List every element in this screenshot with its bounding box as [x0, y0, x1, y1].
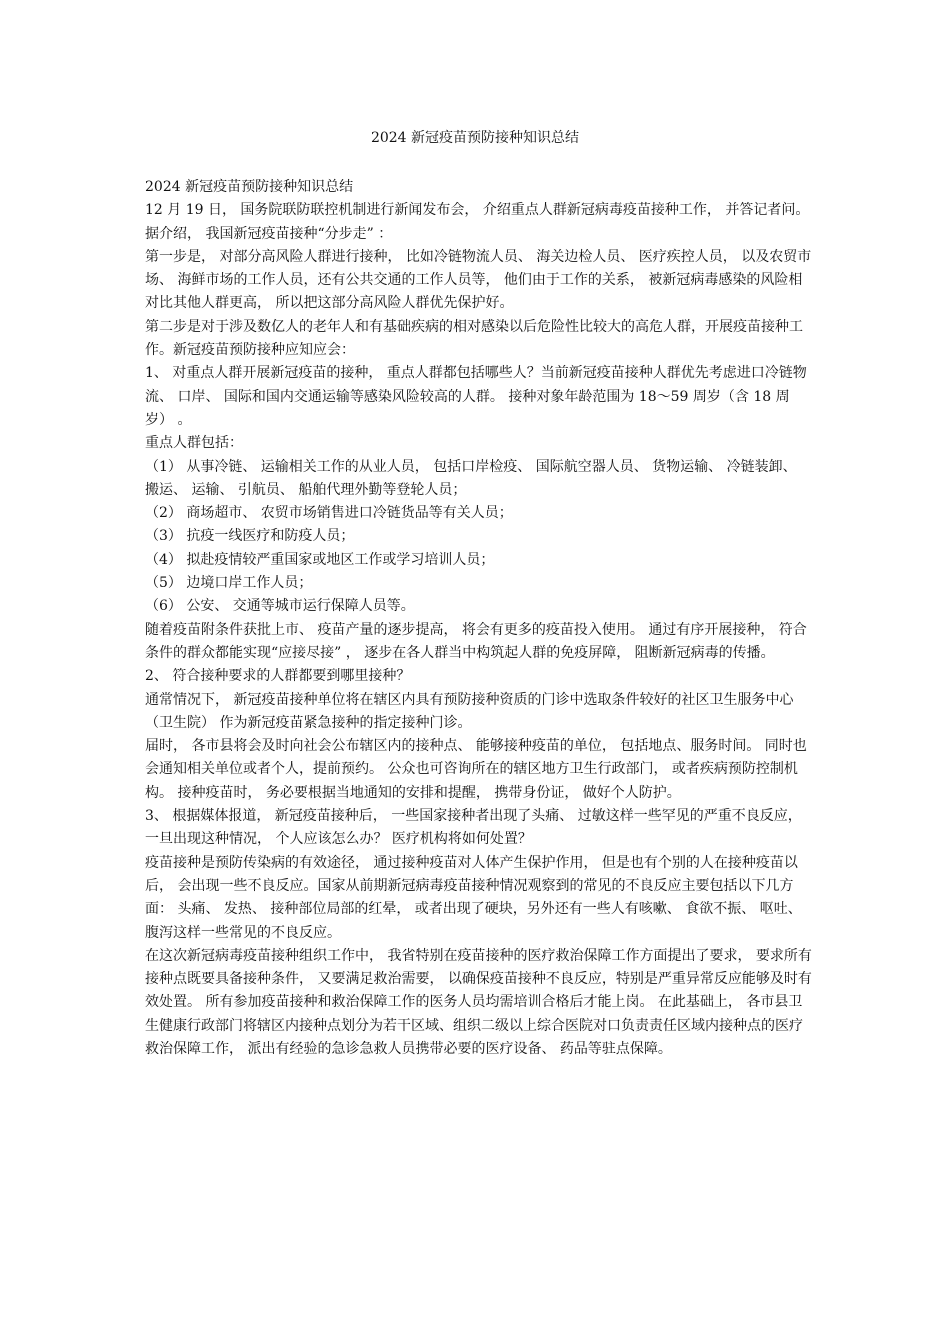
page-title: 2024 新冠疫苗预防接种知识总结	[370, 130, 580, 146]
paragraph-adverse-reactions: 疫苗接种是预防传染病的有效途径， 通过接种疫苗对人体产生保护作用， 但是也有个别的人在接种疫苗以后， 会出现一些不良反应。国家从前期新冠病毒疫苗接种情况观察到的常见的不良反应主要包括以下几方面： 头痛、 发热、 接种部位局部的红晕， 或者出现了硬块，另外还有一些人有咳嗽、 食欲不振、 呕吐、 腹泻这样一些常见的不良反应。	[145, 854, 802, 941]
paragraph-appointment: 届时， 各市县将会及时向社会公布辖区内的接种点、 能够接种疫苗的单位， 包括地点、服务时间。 同时也会通知相关单位或者个人，提前预约。 公众也可咨询所在的辖区地方卫生行政部门， 或者疾病预防控制机构。 接种疫苗时， 务必要根据当地通知的安排和提醒， 携带身份证， 做好个人防护。	[145, 738, 807, 801]
list-item-group-6: （6） 公安、 交通等城市运行保障人员等。	[145, 598, 415, 615]
paragraph-vaccination-sites: 通常情况下， 新冠疫苗接种单位将在辖区内具有预防接种资质的门诊中选取条件较好的社区卫生服务中心（卫生院） 作为新冠疫苗紧急接种的指定接种门诊。	[145, 691, 794, 731]
document-subtitle: 2024 新冠疫苗预防接种知识总结	[145, 179, 354, 195]
paragraph-key-groups: 重点人群包括：	[145, 435, 243, 452]
paragraph-vaccine-supply: 随着疫苗附条件获批上市、 疫苗产量的逐步提高， 将会有更多的疫苗投入使用。 通过有序开展接种， 符合条件的群众都能实现“应接尽接” ， 逐步在各人群当中构筑起人群的免疫屏障， 阻断新冠病毒的传播。	[145, 621, 807, 661]
list-item-group-1: （1） 从事冷链、 运输相关工作的从业人员， 包括口岸检疫、 国际航空器人员、 货物运输、 冷链装卸、 搬运、 运输、 引航员、 船舶代理外勤等登轮人员；	[145, 458, 797, 498]
list-item-group-5: （5） 边境口岸工作人员；	[145, 575, 313, 592]
paragraph-step-one: 第一步是， 对部分高风险人群进行接种， 比如冷链物流人员、 海关边检人员、 医疗疾控人员， 以及农贸市场、 海鲜市场的工作人员，还有公共交通的工作人员等， 他们由于工作的关系， 被新冠病毒感染的风险相对比其他人群更高， 所以把这部分高风险人群优先保护好。	[145, 248, 812, 312]
paragraph-question-3: 3、 根据媒体报道， 新冠疫苗接种后， 一些国家接种者出现了头痛、 过敏这样一些罕见的严重不良反应， 一旦出现这种情况， 个人应该怎么办？ 医疗机构将如何处置？	[145, 808, 802, 848]
paragraph-intro: 12 月 19 日， 国务院联防联控机制进行新闻发布会， 介绍重点人群新冠病毒疫苗接种工作， 并答记者问。	[145, 202, 810, 219]
paragraph-steps-intro: 据介绍， 我国新冠疫苗接种“分步走” ：	[145, 225, 393, 242]
document-body	[145, 176, 815, 1061]
list-item-group-2: （2） 商场超市、 农贸市场销售进口冷链货品等有关人员；	[145, 505, 513, 522]
paragraph-question-1: 1、 对重点人群开展新冠疫苗的接种， 重点人群都包括哪些人？当前新冠疫苗接种人群优先考虑进口冷链物流、 口岸、 国际和国内交通运输等感染风险较高的人群。 接种对象年龄范围为 18～59 周岁（含 18 周岁） 。	[145, 365, 807, 428]
list-item-group-3: （3） 抗疫一线医疗和防疫人员；	[145, 528, 355, 545]
list-item-group-4: （4） 拟赴疫情较严重国家或地区工作或学习培训人员；	[145, 551, 495, 568]
paragraph-medical-support: 在这次新冠病毒疫苗接种组织工作中， 我省特别在疫苗接种的医疗救治保障工作方面提出了要求， 要求所有接种点既要具备接种条件， 又要满足救治需要， 以确保疫苗接种不良反应，特别是严重异常反应能够及时有效处置。 所有参加疫苗接种和救治保障工作的医务人员均需培训合格后才能上岗。 在此基础上， 各市县卫生健康行政部门将辖区内接种点划分为若干区域、组织二级以上综合医院对口负责责任区域内接种点的医疗救治保障工作， 派出有经验的急诊急救人员携带必要的医疗设备、 药品等驻点保障。	[145, 947, 812, 1057]
paragraph-step-two: 第二步是对于涉及数亿人的老年人和有基础疾病的相对感染以后危险性比较大的高危人群，开展疫苗接种工作。新冠疫苗预防接种应知应会：	[145, 318, 803, 359]
paragraph-question-2: 2、 符合接种要求的人群都要到哪里接种？	[145, 668, 411, 685]
